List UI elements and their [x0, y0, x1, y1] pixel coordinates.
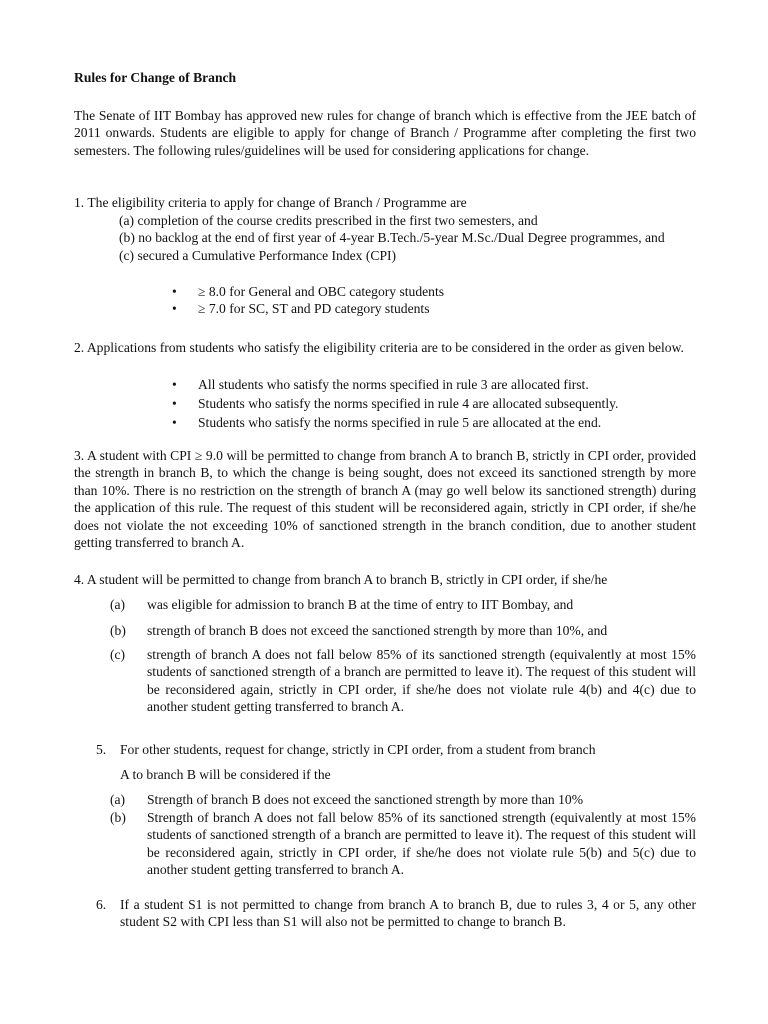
- rule-number: 6.: [96, 897, 107, 912]
- rule-1-cpi-bullets: [172, 283, 632, 318]
- rule-6-paragraph: [96, 896, 696, 931]
- list-item: • Students who satisfy the norms specified in rule 5 are allocated at the end.: [172, 415, 602, 430]
- item-text: was eligible for admission to branch B at the time of entry to IIT Bombay, and: [147, 597, 574, 612]
- rule-4-heading: 4. A student will be permitted to change from branch A to branch B, strictly in CPI order, if she/he: [74, 572, 608, 587]
- bullet-icon: •: [172, 377, 177, 392]
- rule-5-item-a: [110, 791, 696, 808]
- rule-4-item-a: [110, 596, 696, 613]
- item-label: (c): [110, 647, 126, 662]
- rule-3-paragraph: 3. A student with CPI ≥ 9.0 will be permitted to change from branch A to branch B, strictly in CPI order, provided the strength in branch B, to which the change is being sought, does not exceed its sanctioned strength by more than 10%. There is no restriction on the strength of branch A (may go well below its sanctioned strength) during the application of this rule. The request of this student will be reconsidered again, strictly in CPI order, if she/he does not violate the not exceeding 10% of sanctioned strength in the branch condition, due to another student getting transferred to branch A.: [74, 448, 696, 551]
- rule-1-item-a: (a) completion of the course credits prescribed in the first two semesters, and: [119, 213, 538, 228]
- rule-2-bullets: [172, 375, 712, 432]
- list-item: • ≥ 8.0 for General and OBC category students: [172, 284, 445, 299]
- rule-4-item-b: [110, 622, 696, 639]
- rule-1-item-b: (b) no backlog at the end of first year of 4-year B.Tech./5-year M.Sc./Dual Degree programmes, and: [119, 230, 665, 246]
- list-item: • ≥ 7.0 for SC, ST and PD category students: [172, 301, 430, 317]
- rule-4-item-c: [110, 646, 696, 716]
- rule-5-continuation: A to branch B will be considered if the: [120, 767, 331, 782]
- rule-1-item-c: (c) secured a Cumulative Performance Index (CPI): [119, 247, 397, 263]
- item-label: (a): [110, 792, 126, 807]
- item-label: (b): [110, 623, 126, 638]
- list-item: • All students who satisfy the norms specified in rule 3 are allocated first.: [172, 377, 589, 392]
- item-text: strength of branch B does not exceed the sanctioned strength by more than 10%, and: [147, 623, 608, 638]
- rule-1-heading: 1. The eligibility criteria to apply for change of Branch / Programme are: [74, 195, 467, 210]
- bullet-icon: •: [172, 415, 177, 430]
- rule-2-heading: 2. Applications from students who satisfy the eligibility criteria are to be considered in the order as given below.: [74, 340, 684, 355]
- item-label: (b): [110, 810, 126, 825]
- document-title: Rules for Change of Branch: [74, 70, 237, 85]
- bullet-icon: •: [172, 284, 177, 299]
- item-text: Strength of branch B does not exceed the sanctioned strength by more than 10%: [147, 792, 584, 807]
- rule-number: 5.: [96, 742, 107, 757]
- item-label: (a): [110, 597, 126, 612]
- intro-paragraph: The Senate of IIT Bombay has approved new rules for change of branch which is effective from the JEE batch of 2011 onwards. Students are eligible to apply for change of Branch / Programme after completing the first two semesters. The following rules/guidelines will be used for considering applications for change.: [74, 108, 696, 158]
- bullet-icon: •: [172, 301, 177, 317]
- item-text: strength of branch A does not fall below 85% of its sanctioned strength (equivalently at most 15% students of sanctioned strength of a branch are permitted to leave it). The request of this student will be reconsidered again, strictly in CPI order, if she/he does not violate rule 4(b) and 4(c) due to another student getting transferred to branch A.: [147, 647, 696, 715]
- rule-5-item-b: [110, 809, 696, 879]
- rule-5-heading: [96, 741, 696, 758]
- list-item: • Students who satisfy the norms specified in rule 4 are allocated subsequently.: [172, 396, 619, 411]
- rule-1-items: [119, 212, 679, 264]
- rule-text: If a student S1 is not permitted to change from branch A to branch B, due to rules 3, 4 or 5, any other student S2 with CPI less than S1 will also not be permitted to change to branch B.: [120, 897, 696, 930]
- bullet-icon: •: [172, 396, 177, 411]
- item-text: Strength of branch A does not fall below 85% of its sanctioned strength (equivalently at most 15% students of sanctioned strength of a branch are permitted to leave it). The request of this student will be reconsidered again, strictly in CPI order, if she/he does not violate rule 5(b) and 5(c) due to another student getting transferred to branch A.: [147, 810, 696, 878]
- rule-text: For other students, request for change, strictly in CPI order, from a student from branch: [120, 742, 596, 757]
